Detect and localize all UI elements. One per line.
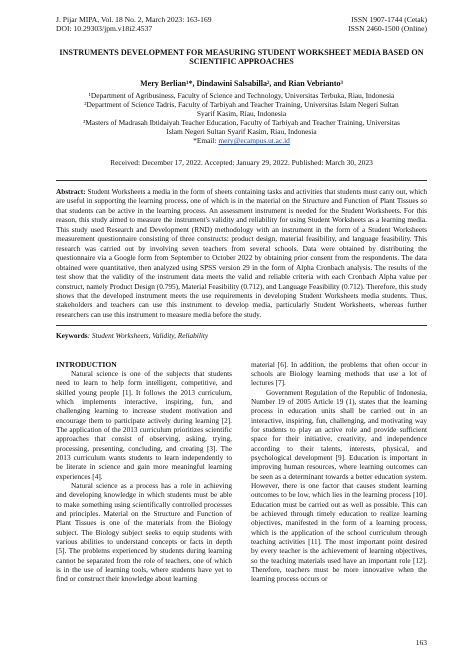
abstract bbox=[56, 187, 427, 319]
affiliation-2-cont: Syarif Kasim, Riau, Indonesia bbox=[196, 109, 287, 119]
left-column bbox=[56, 360, 232, 584]
paper-title bbox=[56, 48, 427, 67]
keywords-text: : Student Worksheets, Validity, Reliability bbox=[87, 331, 209, 341]
author-list: Mery Berlian¹*, Dindawini Salsabilla², and Rian Vebrianto³ bbox=[140, 79, 343, 88]
email-label: *Email: bbox=[193, 136, 219, 146]
doi: DOI: 10.29303/jpm.v18i2.4537 bbox=[56, 24, 153, 34]
email-link[interactable]: mery@ecampus.ut.ac.id bbox=[218, 136, 290, 146]
running-header-bottom bbox=[56, 24, 427, 33]
affiliation-3-cont: Islam Negeri Sultan Syarif Kasim, Riau, Indonesia bbox=[166, 127, 317, 137]
corresponding-email bbox=[56, 136, 427, 145]
affiliation-1: ¹Department of Agribusiness, Faculty of Science and Technology, Universitas Terbuka, Riau, Indonesia bbox=[88, 91, 395, 100]
keywords-label: Keywords bbox=[56, 331, 88, 341]
running-header-top bbox=[56, 15, 427, 24]
abstract-label: Abstract: bbox=[56, 186, 86, 196]
affiliation-3: ³Masters of Madrasah Ibtidaiyah Teacher Education, Faculty of Tarbiyah and Teacher Training, Universitas bbox=[83, 118, 400, 128]
intro-paragraph-2-cont: material [6]. In addition, the problems that often occur in schools are Biology learning methods that use a lot of lectures [7]. bbox=[251, 359, 427, 388]
right-column bbox=[251, 360, 427, 584]
affiliation-2: ²Department of Science Tadris, Faculty of Tarbiyah and Teacher Training, Universitas Islam Negeri Sultan bbox=[84, 100, 399, 110]
intro-paragraph-3: Government Regulation of the Republic of Indonesia, Number 19 of 2005 Article 19 (1), states that the learning process in education units shall be carried out in an interactive, inspiring, fun, challenging, and motivating way for students to play an active role and provide sufficient space for their initiative, creativity, and independence according to their talents, interests, physical, and psychological development [9]. Education is important in improving human resources, where learning outcomes can be seen as a determinant towards a better education system. However, there is one factor that causes student learning outcomes to be low, which lies in the learning process [10]. Education must be carried out as well as possible. This can be achieved through timely education to realize learning objectives, manifested in the form of a learning process, which is the application of the school curriculum through teaching activities [11]. The most important point desired by every teacher is the achievement of learning objectives, so the teaching materials used have an important role [12]. Therefore, teachers must be more innovative when the learning process occurs or bbox=[251, 387, 427, 584]
journal-citation: J. Pijar MIPA, Vol. 18 No. 2, March 2023: 163-169 bbox=[56, 15, 212, 24]
body-columns bbox=[56, 360, 427, 584]
issn-online: ISSN 2460-1500 (Online) bbox=[348, 24, 427, 34]
introduction-heading: INTRODUCTION bbox=[56, 359, 117, 369]
publication-dates: Received: December 17, 2022. Accepted: January 29, 2022. Published: March 30, 2023 bbox=[110, 157, 373, 167]
abstract-bottom-rule bbox=[56, 325, 427, 326]
issn-print: ISSN 1907-1744 (Cetak) bbox=[351, 15, 427, 24]
keywords bbox=[56, 331, 427, 340]
paper-title-line-1: INSTRUMENTS DEVELOPMENT FOR MEASURING STUDENT WORKSHEET MEDIA BASED ON bbox=[59, 47, 424, 57]
paper-title-line-2: SCIENTIFIC APPROACHES bbox=[189, 57, 294, 67]
page-number: 163 bbox=[415, 638, 427, 647]
intro-paragraph-2: Natural science as a process has a role in achieving and developing knowledge in which students must be able to make something using scientifically controlled processes and principles. Material on the Structure and Function of Plant Tissues is one of the materials from the Biology subject. The Biology subject seeks to equip students with various abilities to understand concepts or facts in depth [5]. The problems experienced by students during learning cannot be separated from the role of teachers, one of which is in the use of learning tools, where students have yet to find or construct their knowledge about learning bbox=[56, 481, 232, 584]
abstract-text: Student Worksheets a media in the form of sheets containing tasks and activities that students must carry out, which are useful in supporting the learning process, one of which is in the material on the Structure and Function of Plant Tissues so that students can be active in the learning process. An assessment instrument is needed for the Student Worksheets. For this reason, this study aimed to measure the instrument's validity and reliability for using Student Worksheets as a learning media. This study used Research and Development (RND) methodology with an instrument in the form of a Student Worksheets measurement questionnaire consisting of three constructs: product design, material feasibility, and language feasibility. This research was carried out by involving seven teachers from several schools. Data were obtained by distributing the questionnaire via a Google form from September to October 2022 by obtaining prior consent from the respondents. The data obtained were quantitative, then analyzed using SPSS version 29 in the form of Alpha Cronbach analysis. The results of the test show that the validity of the instrument data meets the valid and reliable criteria with each Cronbach Alpha value per construct, namely Product Design (0.795), Material Feasibility (0.712), and Language Feasibility (0.712). Therefore, this study shows that the developed instrument meets the use requirements in developing Student Worksheets media students. Thus, stakeholders and teachers can use this instrument to develop media, particularly Student Worksheets, whereas further researchers can use this instrument to measure media before the study. bbox=[56, 186, 427, 319]
abstract-top-rule bbox=[56, 180, 427, 181]
intro-paragraph-1: Natural science is one of the subjects that students need to learn to help form intelligent, competitive, and skilled young people [1]. It follows the 2013 curriculum, which implements interactive, inspiring, fun, and challenging learning to increase student motivation and encourage them to participate actively during learning [2]. The application of the 2013 curriculum prioritizes scientific approaches that consist of observing, asking, trying, processing, presenting, concluding, and creating [3]. The 2013 curriculum wants students to learn independently to be literate in science and gain more meaningful learning experiences [4]. bbox=[56, 369, 232, 481]
